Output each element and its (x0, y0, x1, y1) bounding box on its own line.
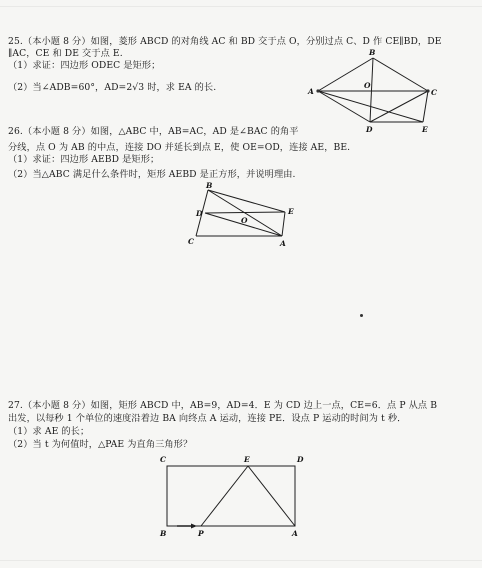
label-D: D (297, 455, 304, 464)
label-B: B (369, 48, 376, 57)
label-B: B (206, 181, 213, 190)
label-E: E (422, 125, 428, 134)
label-C: C (160, 455, 166, 464)
problem-27-line-2: 出发，以每秒 1 个单位的速度沿着边 BA 向终点 A 运动，连接 PE．设点 P 运动的时间为 t 秒． (8, 413, 407, 424)
problem-26-part-2: （2）当△ABC 满足什么条件时，矩形 AEBD 是正方形，并说明理由. (8, 169, 296, 180)
problem-26-line-2: 分线，点 O 为 AB 的中点，连接 DO 并延长到点 E，使 OE=OD，连接 AE，BE. (8, 142, 351, 153)
label-D: D (366, 125, 373, 134)
problem-27-part-1: （1）求 AE 的长； (8, 426, 90, 437)
rectangle-figure (155, 452, 305, 542)
problem-26-line-1: 26.（本小题 8 分）如图，△ABC 中，AB=AC，AD 是∠BAC 的角平 (8, 126, 299, 137)
label-A: A (280, 239, 286, 248)
label-A: A (308, 87, 314, 96)
problem-26-part-1: （1）求证：四边形 AEBD 是矩形； (8, 154, 160, 165)
label-P: P (198, 529, 204, 538)
label-A: A (292, 529, 298, 538)
label-C: C (431, 88, 437, 97)
label-C: C (188, 237, 194, 246)
problem-27-part-2: （2）当 t 为何值时，△PAE 为直角三角形？ (8, 439, 193, 450)
label-O: O (364, 81, 371, 90)
label-E: E (288, 207, 294, 216)
problem-27-line-1: 27.（本小题 8 分）如图，矩形 ABCD 中，AB=9，AD=4．E 为 CD 边上一点，CE=6．点 P 从点 B (8, 400, 438, 411)
scan-speck (360, 314, 363, 317)
problem-25-line-2: ∥AC，CE 和 DE 交于点 E. (8, 48, 123, 59)
problem-25-line-1: 25.（本小题 8 分）如图，菱形 ABCD 的对角线 AC 和 BD 交于点 O，分别过点 C、D 作 CE∥BD，DE (8, 36, 442, 47)
rhombus-figure (308, 46, 438, 136)
label-B: B (160, 529, 167, 538)
rectangle-triangle-figure (188, 178, 308, 254)
label-O: O (241, 216, 248, 225)
label-D: D (196, 209, 203, 218)
problem-25-part-1: （1）求证：四边形 ODEC 是矩形； (8, 60, 161, 71)
label-E: E (244, 455, 250, 464)
problem-25-part-2: （2）当∠ADB=60°，AD=2√3 时，求 EA 的长. (8, 82, 217, 93)
